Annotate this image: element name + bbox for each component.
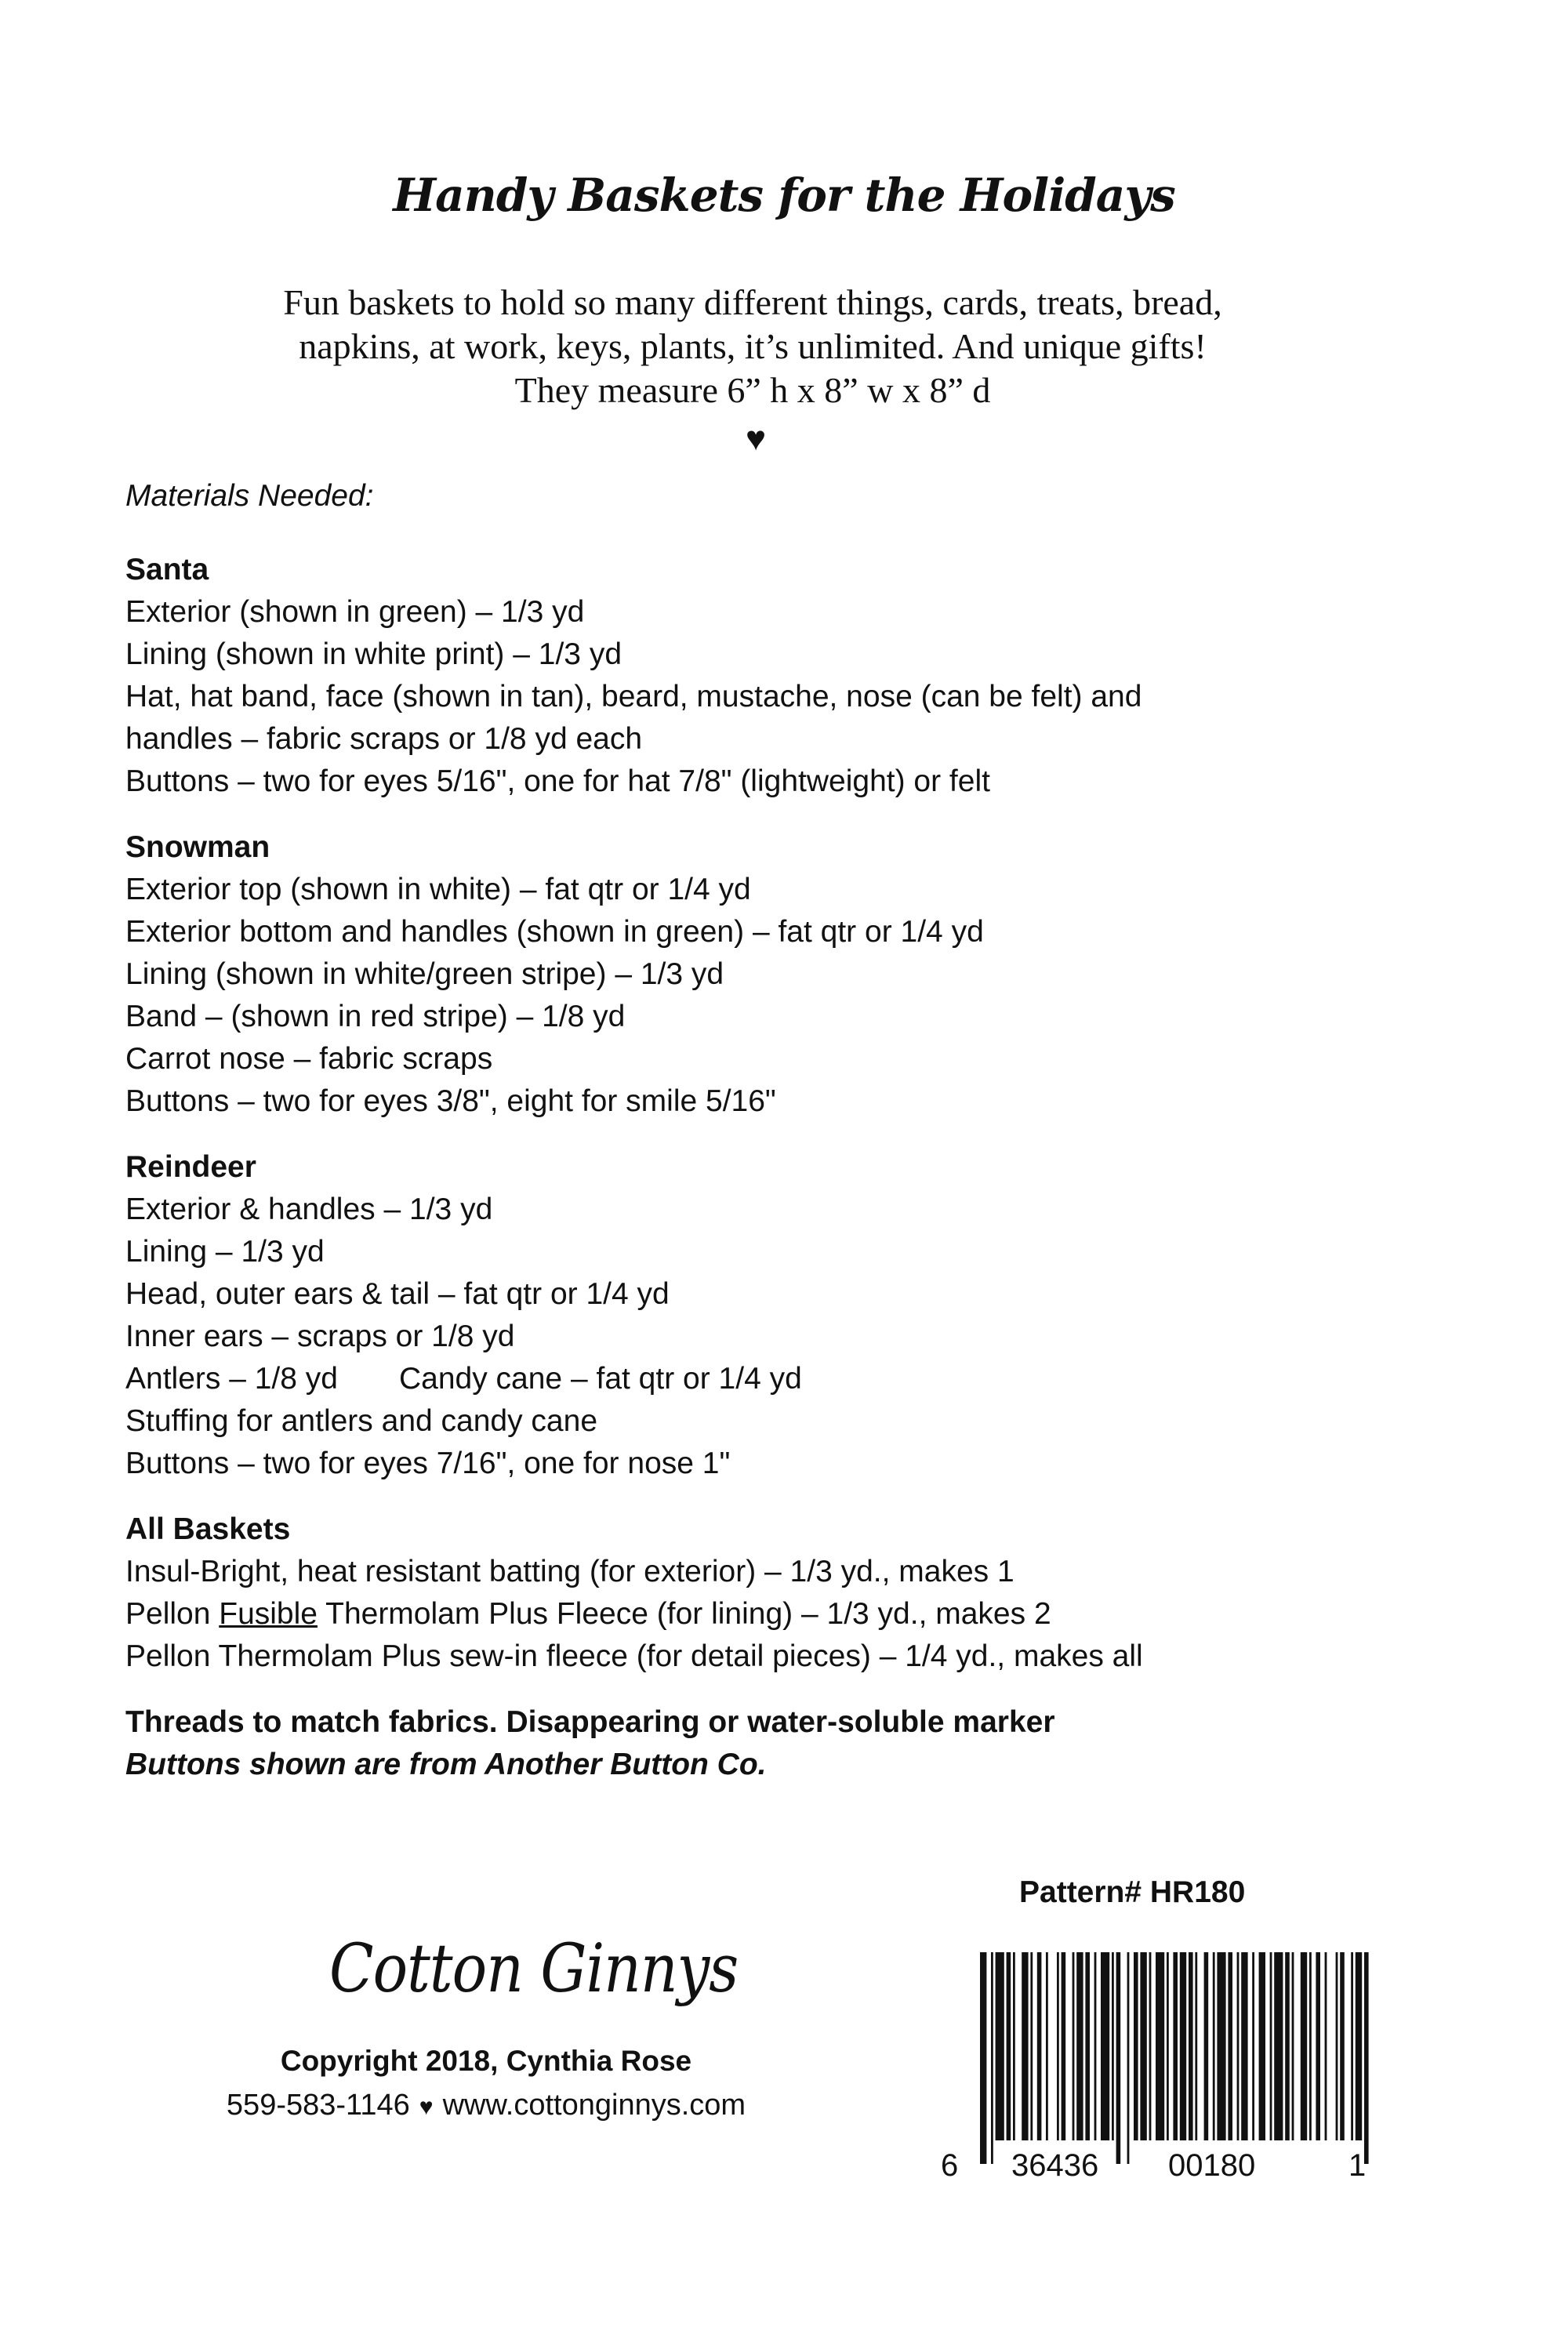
barcode-bar <box>1189 1952 1193 2140</box>
material-line: Stuffing for antlers and candy cane <box>125 1404 598 1438</box>
pattern-number: Pattern# HR180 <box>1019 1875 1246 1909</box>
barcode-bar <box>1364 1952 1369 2164</box>
barcode-bar <box>1134 1952 1138 2140</box>
material-line: Pellon Thermolam Plus sew-in fleece (for detail pieces) – 1/4 yd., makes all <box>125 1639 1143 1673</box>
line-part: Pellon <box>125 1597 220 1631</box>
material-line: Exterior (shown in green) – 1/3 yd <box>125 595 585 629</box>
material-line: Lining (shown in white/green stripe) – 1/3 yd <box>125 957 724 991</box>
material-line: Exterior top (shown in white) – fat qtr or 1/4 yd <box>125 873 751 906</box>
barcode-bar <box>1217 1952 1225 2140</box>
barcode-bar <box>1101 1952 1109 2140</box>
material-line <box>125 1593 1537 1635</box>
barcode-bar <box>1336 1952 1338 2140</box>
barcode-bar <box>1116 1952 1121 2164</box>
barcode-bar <box>1013 1952 1015 2140</box>
page-title: Handy Baskets for the Holidays <box>393 169 1175 222</box>
material-line: Insul-Bright, heat resistant batting (for exterior) – 1/3 yd., makes 1 <box>125 1555 1014 1588</box>
barcode-bar <box>1046 1952 1048 2140</box>
material-line: Band – (shown in red stripe) – 1/8 yd <box>125 1000 626 1033</box>
barcode-bar <box>1204 1952 1209 2140</box>
barcode-bar <box>1241 1952 1247 2140</box>
barcode-bar <box>1195 1952 1197 2140</box>
material-line: Buttons – two for eyes 5/16", one for hat 7/8" (lightweight) or felt <box>125 764 990 798</box>
fusible-underlined: Fusible <box>219 1597 318 1631</box>
barcode-bar <box>1356 1952 1362 2140</box>
barcode-bar <box>1057 1952 1059 2140</box>
barcode-bar <box>1030 1952 1033 2140</box>
section-title-snowman: Snowman <box>125 830 270 864</box>
material-line: Hat, hat band, face (shown in tan), beard, mustache, nose (can be felt) and <box>125 680 1142 713</box>
material-line: Exterior & handles – 1/3 yd <box>125 1193 493 1226</box>
barcode-lead-digit: 6 <box>941 2148 959 2183</box>
barcode-bar <box>1076 1952 1083 2140</box>
materials-list <box>125 475 1537 1786</box>
line-part: Thermolam Plus Fleece (for lining) – 1/3 yd., makes 2 <box>317 1597 1051 1631</box>
barcode-bar <box>1213 1952 1215 2140</box>
barcode-bar <box>1173 1952 1178 2140</box>
antlers-text: Antlers – 1/8 yd <box>125 1362 338 1396</box>
barcode-bar <box>1292 1952 1294 2140</box>
heart-separator-icon: ♥ <box>419 2094 434 2120</box>
barcode-bar <box>1325 1952 1327 2140</box>
barcode-bar <box>1127 1952 1130 2164</box>
material-line: handles – fabric scraps or 1/8 yd each <box>125 722 643 756</box>
barcode-bar <box>1340 1952 1345 2140</box>
barcode-bar <box>1351 1952 1353 2140</box>
materials-heading: Materials Needed: <box>125 479 374 513</box>
material-line: Lining (shown in white print) – 1/3 yd <box>125 637 622 671</box>
barcode-bar <box>1062 1952 1066 2140</box>
barcode-bar <box>1167 1952 1169 2140</box>
buttons-note: Buttons shown are from Another Button Co. <box>125 1748 767 1781</box>
website-link[interactable]: www.cottonginnys.com <box>442 2089 746 2122</box>
barcode-bar <box>1228 1952 1232 2140</box>
intro-line: Fun baskets to hold so many different things, cards, treats, bread, <box>283 282 1222 322</box>
material-line: Buttons – two for eyes 3/8", eight for smile 5/16" <box>125 1084 776 1118</box>
barcode-bar <box>1274 1952 1283 2140</box>
barcode <box>972 1952 1380 2172</box>
barcode-bar <box>1309 1952 1312 2140</box>
section-title-all-baskets: All Baskets <box>125 1512 291 1546</box>
copyright-text: Copyright 2018, Cynthia Rose <box>280 2045 692 2077</box>
intro-line: napkins, at work, keys, plants, it’s unlimited. And unique gifts! <box>299 326 1207 366</box>
barcode-bar <box>996 1952 1004 2140</box>
barcode-bar <box>1270 1952 1272 2140</box>
section-title-reindeer: Reindeer <box>125 1150 256 1184</box>
barcode-bar <box>1112 1952 1114 2140</box>
material-line: Inner ears – scraps or 1/8 yd <box>125 1320 515 1353</box>
barcode-right-group: 00180 <box>1168 2148 1256 2183</box>
barcode-bar <box>1140 1952 1146 2140</box>
material-line: Head, outer ears & tail – fat qtr or 1/4 yd <box>125 1277 670 1311</box>
material-line: Carrot nose – fabric scraps <box>125 1042 493 1076</box>
barcode-bar <box>1073 1952 1075 2140</box>
barcode-bar <box>991 1952 993 2164</box>
barcode-bar <box>1285 1952 1290 2140</box>
section-title-santa: Santa <box>125 553 209 586</box>
phone-number: 559-583-1146 <box>226 2089 410 2122</box>
material-line: Exterior bottom and handles (shown in green) – fat qtr or 1/4 yd <box>125 915 984 949</box>
candy-cane-text: Candy cane – fat qtr or 1/4 yd <box>398 1362 802 1396</box>
contact-line <box>0 2089 972 2122</box>
barcode-graphic <box>972 1952 1380 2172</box>
barcode-bar <box>1094 1952 1097 2140</box>
barcode-bar <box>1085 1952 1090 2140</box>
threads-note <box>125 1701 1537 1786</box>
barcode-bar <box>1316 1952 1320 2140</box>
barcode-check-digit: 1 <box>1348 2148 1367 2183</box>
intro-text <box>0 281 1505 412</box>
barcode-bar <box>1156 1952 1164 2140</box>
reindeer-section <box>125 1146 1537 1485</box>
threads-line: Threads to match fabrics. Disappearing or water-soluble marker <box>125 1705 1055 1739</box>
material-line: Lining – 1/3 yd <box>125 1235 325 1269</box>
barcode-bar <box>1037 1952 1042 2140</box>
barcode-left-group: 36436 <box>1011 2148 1099 2183</box>
barcode-bar <box>1180 1952 1186 2140</box>
all-baskets-section <box>125 1508 1537 1678</box>
snowman-section <box>125 826 1537 1123</box>
material-line-antlers <box>125 1358 1537 1400</box>
barcode-bar <box>1007 1952 1011 2140</box>
intro-line: They measure 6” h x 8” w x 8” d <box>514 370 991 410</box>
barcode-bar <box>980 1952 986 2164</box>
barcode-bar <box>1259 1952 1265 2140</box>
barcode-bar <box>1301 1952 1307 2140</box>
santa-section <box>125 549 1537 803</box>
brand-logo: Cotton Ginnys <box>329 1929 739 2008</box>
material-line: Buttons – two for eyes 7/16", one for nose 1" <box>125 1447 731 1480</box>
heart-icon: ♥ <box>745 419 767 458</box>
barcode-bar <box>1149 1952 1152 2140</box>
barcode-bar <box>1252 1952 1254 2140</box>
barcode-bar <box>1022 1952 1028 2140</box>
barcode-bar <box>1237 1952 1240 2140</box>
